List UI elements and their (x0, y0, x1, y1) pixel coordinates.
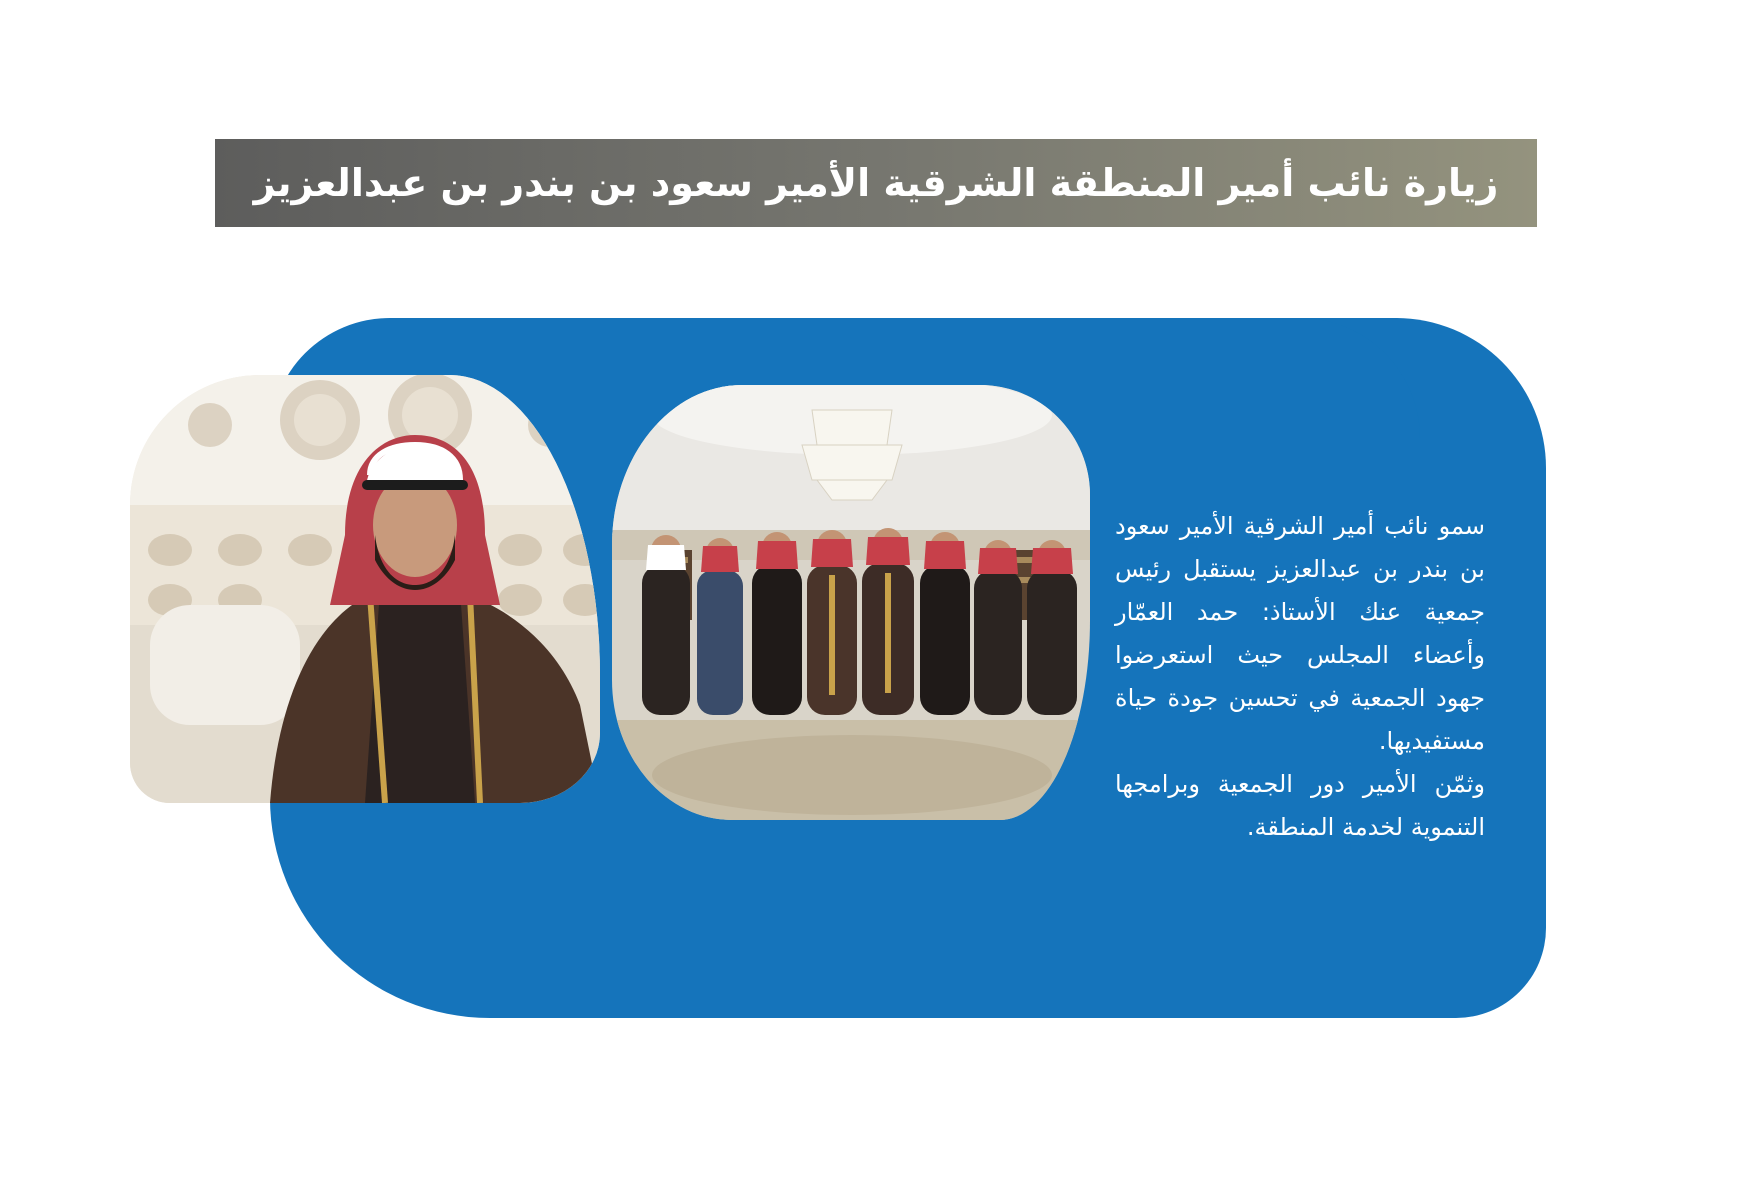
body-paragraph-1: سمو نائب أمير الشرقية الأمير سعود بن بندر بن عبدالعزيز يستقبل رئيس جمعية عنك الأستاذ: حمد العمّار وأعضاء المجلس حيث استعرضوا جهود الجمعية في تحسين جودة حياة مستفيديها. (1115, 512, 1485, 755)
body-paragraph-2: وثمّن الأمير دور الجمعية وبرامجها التنموية لخدمة المنطقة. (1115, 770, 1485, 841)
seated-prince-image (130, 375, 600, 803)
seated-prince-photo (130, 375, 600, 803)
title-banner (215, 139, 1537, 227)
article-body (1115, 505, 1485, 849)
group-photo-image (612, 385, 1090, 820)
group-photo (612, 385, 1090, 820)
page-title: زيارة نائب أمير المنطقة الشرقية الأمير سعود بن بندر بن عبدالعزيز (253, 161, 1499, 205)
